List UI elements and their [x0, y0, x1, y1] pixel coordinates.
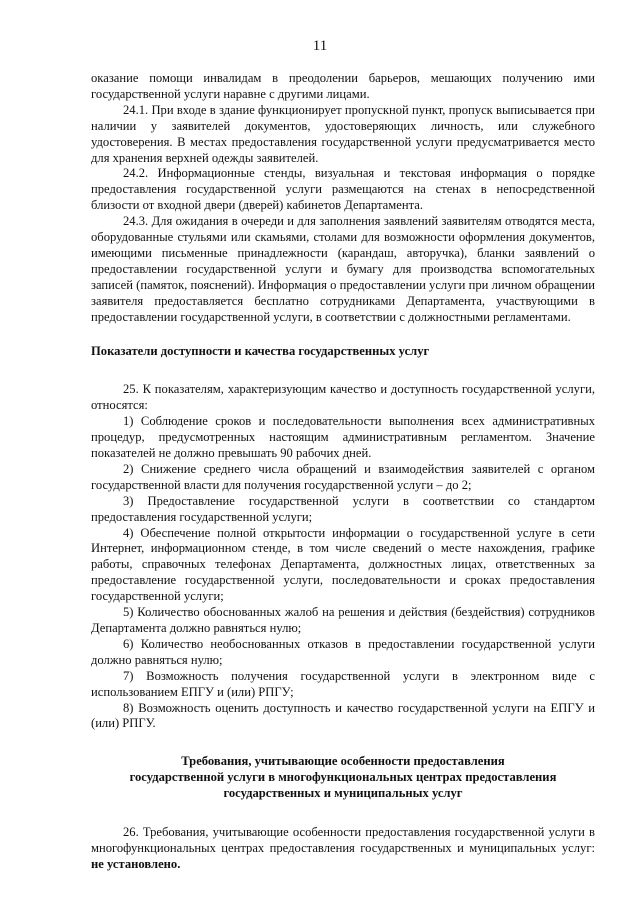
list-item-indicator-1: 1) Соблюдение сроков и последовательности выполнения всех административных процедур, предусмотренных настоящим административным регламентом. Значение показателей не должно превышать 90 рабочих дней.: [91, 414, 595, 461]
paragraph-24-2: 24.2. Информационные стенды, визуальная и текстовая информация о порядке предоставления государственной услуги размещаются на стенах в непосредственной близости от входной двери (дверей) кабинетов Департамента.: [91, 166, 595, 213]
list-item-indicator-8: 8) Возможность оценить доступность и качество государственной услуги на ЕПГУ и (или) РПГУ.: [91, 700, 595, 731]
document-body: [91, 71, 595, 873]
list-item-indicator-5: 5) Количество обоснованных жалоб на решения и действия (бездействия) сотрудников Департамента должно равняться нулю;: [91, 605, 595, 635]
paragraph-25: 25. К показателям, характеризующим качество и доступность государственной услуги, относятся:: [91, 382, 595, 413]
list-item-indicator-6: 6) Количество необоснованных отказов в предоставлении государственной услуги должно равняться нулю;: [91, 636, 595, 667]
list-item-indicator-4: 4) Обеспечение полной открытости информации о государственной услуге в сети Интернет, информационном стенде, в том числе сведений о месте нахождения, графике работы, справочных телефонах Департамента, должностных лицах, ответственных за предоставление государственной услуги, последовательности и сроках предоставления государственной услуги;: [91, 525, 595, 604]
section-heading-accessibility: Показатели доступности и качества государственных услуг: [91, 343, 430, 358]
paragraph-24-3: 24.3. Для ожидания в очереди и для заполнения заявлений заявителям отводятся места, оборудованные стульями или скамьями, столами для возможности оформления документов, имеющими письменные принадлежности (карандаш, авторучка), бланки заявлений о предоставлении государственной услуги и бумагу для производства вспомогательных записей (памяток, пояснений). Информация о предоставлении услуги при личном обращении заявителя предоставляется бесплатно сотрудниками Департамента, участвующими в предоставлении государственной услуги, в соответствии с должностными регламентами.: [91, 214, 595, 324]
section-heading-mfc-line-2: государственной услуги в многофункциональных центрах предоставления: [129, 770, 557, 785]
section-heading-mfc: [91, 754, 595, 802]
paragraph-intro-continuation: оказание помощи инвалидам в преодолении барьеров, мешающих получению ими государственной услуги наравне с другими лицами.: [91, 71, 595, 101]
list-item-indicator-2: 2) Снижение среднего числа обращений и взаимодействия заявителей с органом государственной власти для получения государственной услуги – до 2;: [91, 461, 595, 492]
section-heading-mfc-line-1: Требования, учитывающие особенности предоставления: [181, 754, 505, 769]
page-number: 11: [312, 38, 328, 54]
list-item-indicator-3: 3) Предоставление государственной услуги в соответствии со стандартом предоставления государственной услуги;: [91, 493, 595, 524]
list-item-indicator-7: 7) Возможность получения государственной услуги в электронном виде с использованием ЕПГУ и (или) РПГУ;: [91, 668, 595, 699]
paragraph-26-text: 26. Требования, учитывающие особенности предоставления государственной услуги в многофункциональных центрах предоставления государственных и муниципальных услуг:: [91, 825, 595, 855]
paragraph-24-1: 24.1. При входе в здание функционирует пропускной пункт, пропуск выписывается при наличии у заявителей документов, удостоверяющих личность, или служебного удостоверения. В местах предоставления государственной услуги предусматривается место для хранения верхней одежды заявителей.: [91, 102, 595, 165]
paragraph-26: [91, 825, 595, 873]
section-heading-mfc-line-3: государственных и муниципальных услуг: [223, 786, 463, 801]
paragraph-26-bold-text: не установлено.: [91, 856, 181, 871]
